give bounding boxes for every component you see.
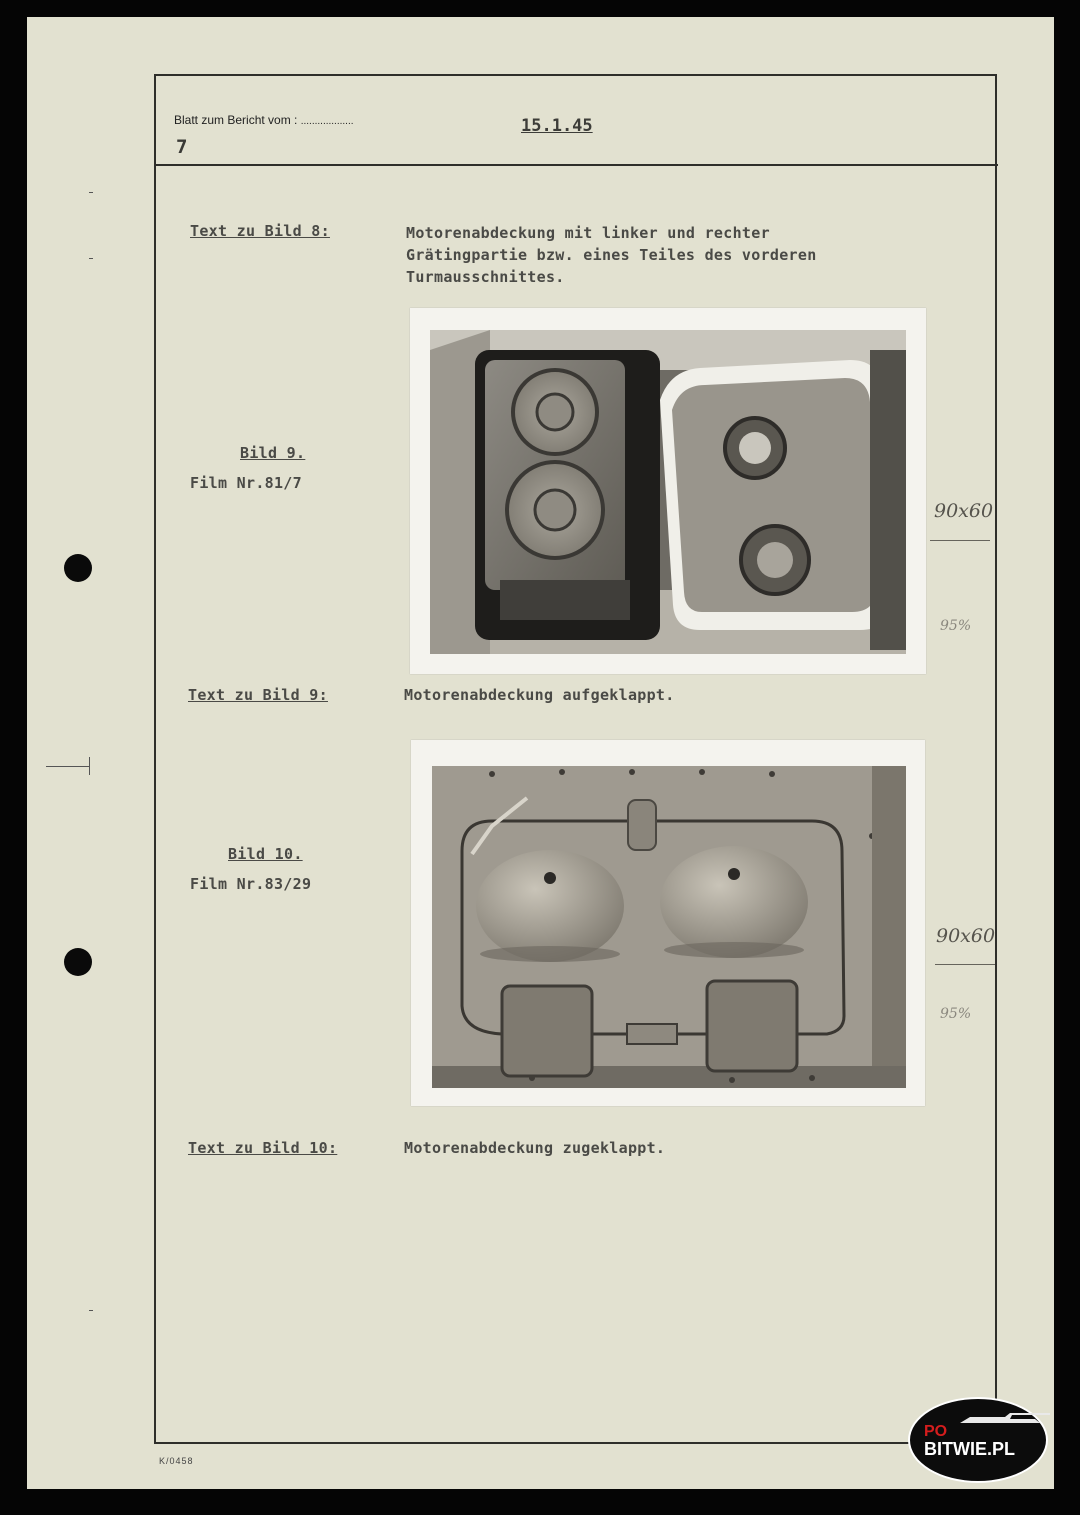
figure-9-title: Bild 9. (240, 444, 306, 462)
punch-hole-bottom (64, 948, 92, 976)
margin-dash (89, 192, 93, 193)
report-date: 15.1.45 (521, 116, 593, 136)
figure-9-size-note: 90x60 (934, 500, 994, 522)
margin-dash (89, 258, 93, 259)
header-label-text: Blatt zum Bericht vom : (174, 113, 298, 127)
caption-bild8-line: Turmausschnittes. (406, 268, 565, 286)
figure-9-scale-note: 95% (940, 618, 972, 634)
figure-10-size-note: 90x60 (936, 925, 996, 947)
photo-engine-cover-closed (411, 740, 925, 1106)
header-dots: ................... (300, 116, 354, 127)
caption-bild8-text (406, 222, 817, 288)
watermark-name: BITWIE.PL (924, 1439, 1015, 1459)
footer-code: K/0458 (159, 1456, 194, 1466)
fold-mark-horizontal (46, 766, 90, 767)
figure-10-scale-note: 95% (940, 1006, 972, 1022)
figure-10-size-underline (935, 964, 995, 965)
margin-dash (89, 1310, 93, 1311)
caption-bild8-line: Grätingpartie bzw. eines Teiles des vorderen (406, 246, 817, 264)
photo-engine-cover-open-image (430, 330, 906, 654)
fold-mark-vertical (89, 757, 90, 775)
photo-engine-cover-closed-image (432, 766, 906, 1088)
figure-10-title: Bild 10. (228, 845, 303, 863)
caption-bild9-text: Motorenabdeckung aufgeklappt. (404, 686, 675, 704)
caption-bild10-text: Motorenabdeckung zugeklappt. (404, 1139, 666, 1157)
header-divider (154, 164, 998, 166)
punch-hole-top (64, 554, 92, 582)
caption-bild10-label: Text zu Bild 10: (188, 1139, 338, 1157)
tank-silhouette-icon (950, 1409, 1060, 1429)
header-label (174, 113, 354, 127)
caption-bild8-label: Text zu Bild 8: (190, 222, 330, 240)
figure-9-size-underline (930, 540, 990, 541)
caption-bild8-line: Motorenabdeckung mit linker und rechter (406, 224, 770, 242)
watermark-prefix: PO (924, 1423, 948, 1440)
photo-engine-cover-open (410, 308, 926, 674)
figure-9-film: Film Nr.81/7 (190, 474, 302, 492)
caption-bild9-label: Text zu Bild 9: (188, 686, 328, 704)
watermark-logo (908, 1397, 1048, 1483)
sheet-number: 7 (176, 136, 188, 158)
figure-10-film: Film Nr.83/29 (190, 875, 312, 893)
